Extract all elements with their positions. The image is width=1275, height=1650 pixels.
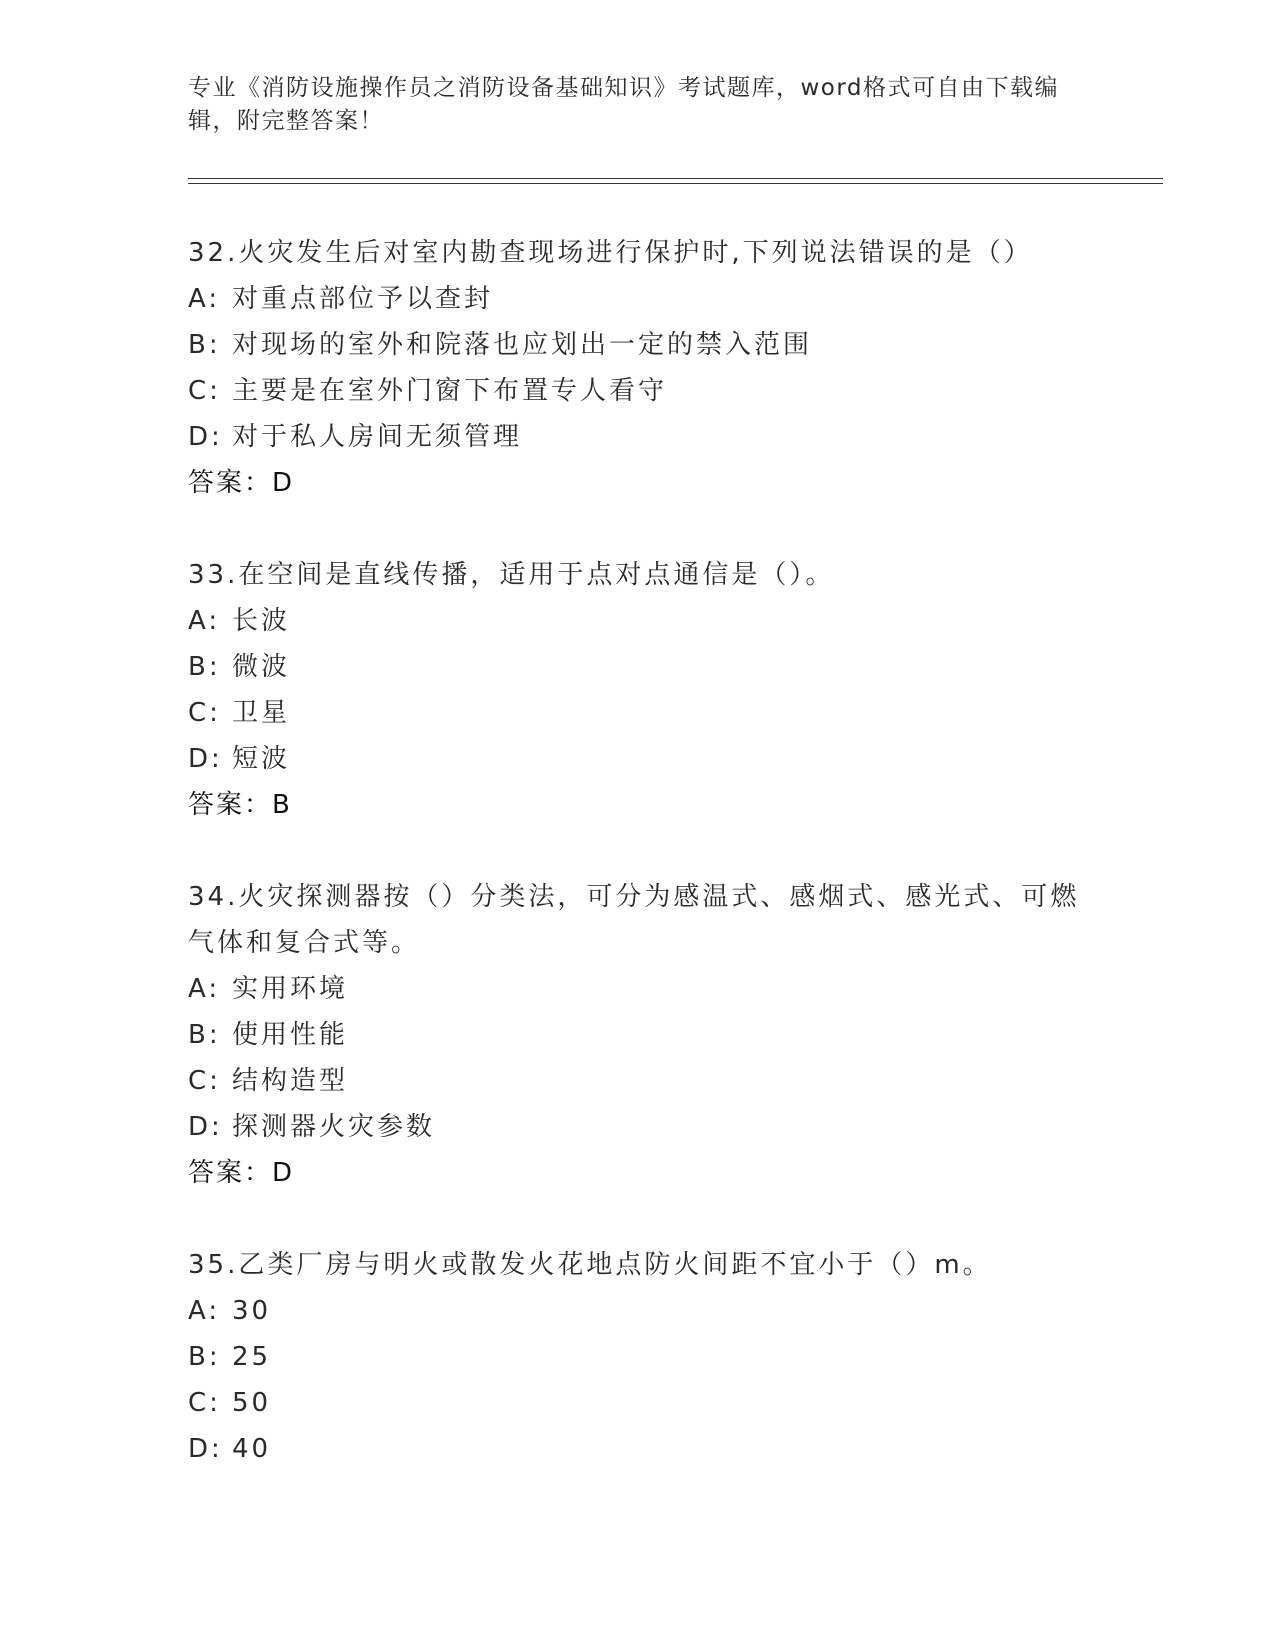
- option-label: B:: [188, 652, 221, 682]
- question-33: [188, 552, 1108, 828]
- option-d: [188, 736, 1108, 782]
- answer: [188, 1150, 1108, 1196]
- option-label: D:: [188, 1112, 223, 1142]
- header-divider-bottom: [188, 183, 1163, 184]
- option-label: C:: [188, 376, 221, 406]
- option-label: B:: [188, 1342, 221, 1372]
- option-b: [188, 322, 1108, 368]
- option-a: [188, 598, 1108, 644]
- option-d: [188, 1426, 1108, 1472]
- option-d: [188, 1104, 1108, 1150]
- option-label: C:: [188, 1388, 221, 1418]
- option-d: [188, 414, 1108, 460]
- option-b: [188, 644, 1108, 690]
- answer-value: D: [272, 1158, 295, 1188]
- option-text: 对于私人房间无须管理: [232, 422, 523, 452]
- document-header: [188, 72, 1088, 138]
- option-text: 长波: [232, 606, 291, 636]
- question-35: [188, 1242, 1108, 1472]
- question-stem: 33.在空间是直线传播，适用于点对点通信是（）。: [188, 560, 835, 590]
- answer: [188, 782, 1108, 828]
- option-c: [188, 368, 1108, 414]
- option-a: [188, 966, 1108, 1012]
- option-text: 对重点部位予以查封: [232, 284, 494, 314]
- option-c: [188, 690, 1108, 736]
- option-label: D:: [188, 422, 223, 452]
- option-text: 25: [232, 1342, 272, 1372]
- answer-label: 答案：: [188, 790, 273, 820]
- header-line-1: 专业《消防设施操作员之消防设备基础知识》考试题库，word格式可自由下载编: [188, 75, 1060, 101]
- option-label: C:: [188, 698, 221, 728]
- option-c: [188, 1380, 1108, 1426]
- option-text: 实用环境: [232, 974, 349, 1004]
- question-stem-line-1: 34.火灾探测器按（）分类法，可分为感温式、感烟式、感光式、可燃: [188, 882, 1080, 912]
- option-label: C:: [188, 1066, 221, 1096]
- option-text: 40: [232, 1434, 272, 1464]
- option-label: A:: [188, 974, 221, 1004]
- question-32: [188, 230, 1108, 506]
- option-text: 结构造型: [232, 1066, 349, 1096]
- option-text: 主要是在室外门窗下布置专人看守: [232, 376, 668, 406]
- option-label: A:: [188, 284, 221, 314]
- header-line-2: 辑，附完整答案！: [188, 108, 384, 134]
- question-stem-line-2: 气体和复合式等。: [188, 928, 421, 958]
- answer-label: 答案：: [188, 1158, 273, 1188]
- question-stem: 32.火灾发生后对室内勘查现场进行保护时,下列说法错误的是（）: [188, 238, 1033, 268]
- answer-value: D: [272, 468, 295, 498]
- option-a: [188, 1288, 1108, 1334]
- option-label: B:: [188, 1020, 221, 1050]
- option-a: [188, 276, 1108, 322]
- option-b: [188, 1012, 1108, 1058]
- answer: [188, 460, 1108, 506]
- option-text: 50: [232, 1388, 272, 1418]
- question-34: [188, 874, 1108, 1196]
- option-text: 短波: [232, 744, 291, 774]
- answer-label: 答案：: [188, 468, 273, 498]
- option-b: [188, 1334, 1108, 1380]
- question-stem: 35.乙类厂房与明火或散发火花地点防火间距不宜小于（）m。: [188, 1250, 992, 1280]
- option-label: D:: [188, 1434, 223, 1464]
- option-text: 探测器火灾参数: [232, 1112, 436, 1142]
- option-text: 对现场的室外和院落也应划出一定的禁入范围: [232, 330, 813, 360]
- answer-value: B: [272, 790, 292, 820]
- option-label: A:: [188, 1296, 221, 1326]
- option-label: B:: [188, 330, 221, 360]
- option-text: 使用性能: [232, 1020, 349, 1050]
- header-divider-top: [188, 178, 1163, 179]
- option-text: 卫星: [232, 698, 291, 728]
- option-c: [188, 1058, 1108, 1104]
- option-text: 微波: [232, 652, 291, 682]
- option-text: 30: [232, 1296, 272, 1326]
- option-label: A:: [188, 606, 221, 636]
- option-label: D:: [188, 744, 223, 774]
